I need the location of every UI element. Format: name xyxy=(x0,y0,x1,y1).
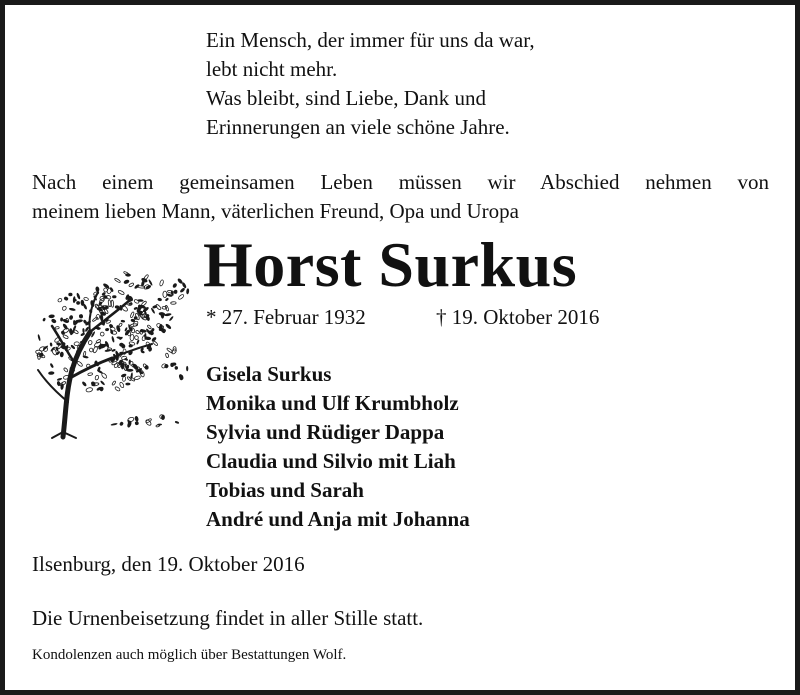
death-date: † 19. Oktober 2016 xyxy=(436,305,600,329)
life-dates xyxy=(206,303,600,332)
place-and-date: Ilsenburg, den 19. Oktober 2016 xyxy=(32,552,305,576)
mourner-entry: Monika und Ulf Krumbholz xyxy=(206,391,459,415)
poem-line: lebt nicht mehr. xyxy=(206,57,338,81)
mourner-entry: Sylvia und Rüdiger Dappa xyxy=(206,420,445,444)
mourner-entry: Claudia und Silvio mit Liah xyxy=(206,449,456,473)
mourner-entry: Tobias und Sarah xyxy=(206,478,364,502)
mourners-list xyxy=(206,360,470,534)
mourner-entry: Gisela Surkus xyxy=(206,362,332,386)
poem-line: Erinnerungen an viele schöne Jahre. xyxy=(206,115,510,139)
birth-date: * 27. Februar 1932 xyxy=(206,305,366,329)
condolences-note: Kondolenzen auch möglich über Bestattungen Wolf. xyxy=(32,647,347,663)
intro-line: meinem lieben Mann, väterlichen Freund, Opa und Uropa xyxy=(32,199,519,223)
intro-line: Nach einem gemeinsamen Leben müssen wir Abschied nehmen von xyxy=(32,170,769,194)
memorial-poem xyxy=(206,26,535,142)
tree-icon xyxy=(26,252,196,448)
burial-note: Die Urnenbeisetzung findet in aller Stille statt. xyxy=(32,606,424,630)
mourner-entry: André und Anja mit Johanna xyxy=(206,507,470,531)
farewell-intro xyxy=(32,168,769,226)
poem-line: Was bleibt, sind Liebe, Dank und xyxy=(206,86,487,110)
deceased-name: Horst Surkus xyxy=(203,229,578,300)
poem-line: Ein Mensch, der immer für uns da war, xyxy=(206,28,535,52)
